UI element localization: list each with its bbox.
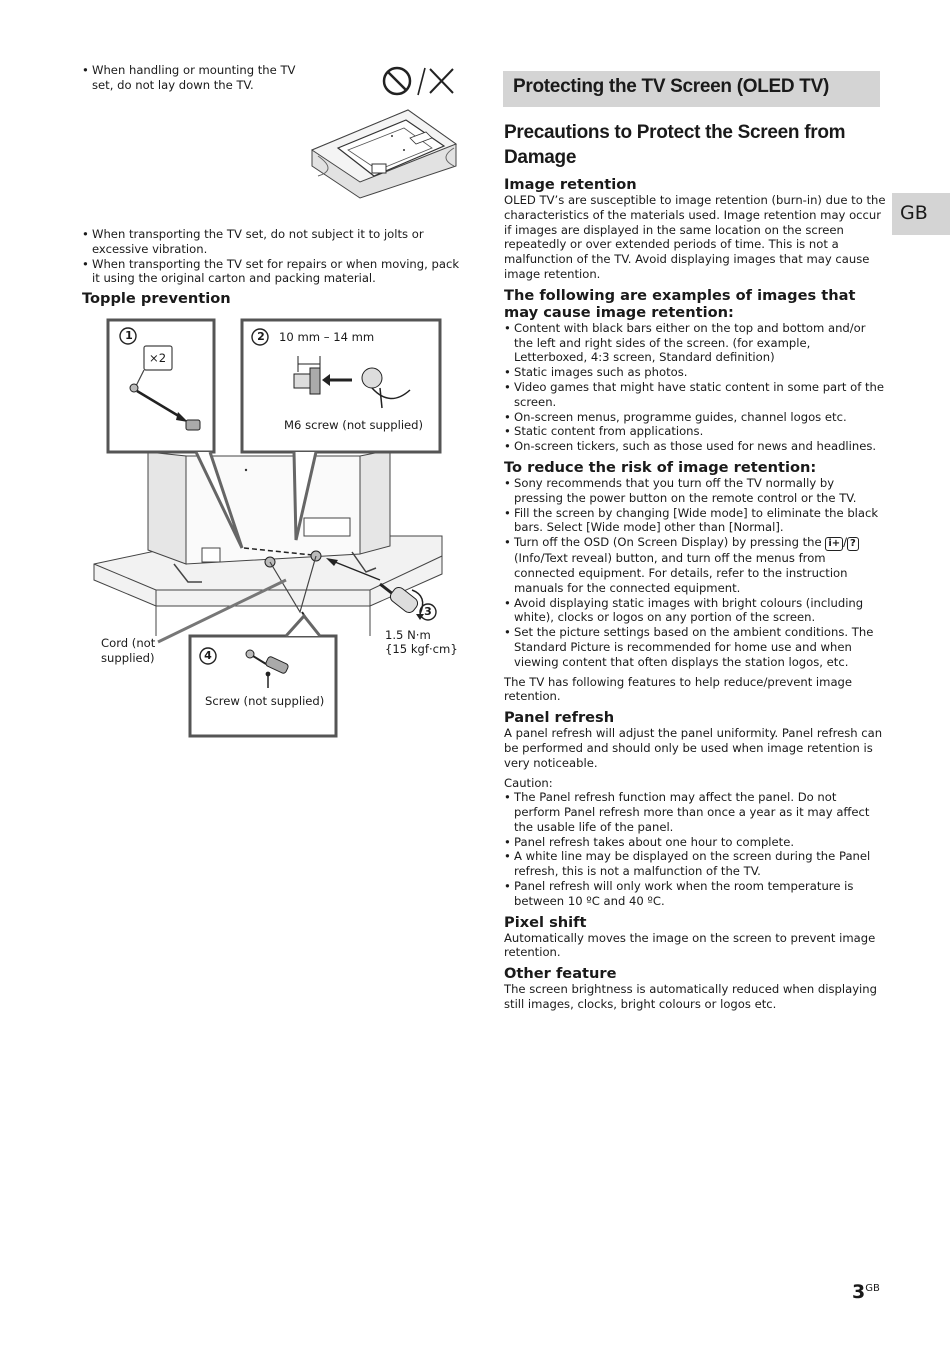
language-side-tab (892, 193, 950, 235)
list-item: • Panel refresh takes about one hour to complete. (504, 835, 886, 850)
list-item: • On-screen tickers, such as those used for news and headlines. (504, 439, 886, 454)
list-item: • On-screen menus, programme guides, channel logos etc. (504, 410, 886, 425)
list-item: • A white line may be displayed on the screen during the Panel refresh, this is not a malfunction of the TV. (504, 849, 886, 879)
other-feature-heading: Other feature (504, 965, 617, 983)
section-title-bar (503, 71, 880, 107)
page-number (852, 1281, 880, 1303)
screw-not-supplied-label: Screw (not supplied) (205, 694, 325, 708)
info-button-icon: i+ (825, 537, 843, 551)
pixel-shift-text: Automatically moves the image on the screen to prevent image retention. (504, 930, 876, 960)
topple-prevention-diagram (90, 316, 460, 742)
screw-length-label: 10 mm – 14 mm (279, 330, 375, 344)
features-text: The TV has following features to help reduce/prevent image retention. (504, 674, 853, 704)
list-item: • Fill the screen by changing [Wide mode] to eliminate the black bars. Select [Wide mode] other than [Normal]. (504, 506, 886, 536)
torque-alt-label: {15 kgf·cm} (385, 642, 458, 656)
panel-refresh-heading: Panel refresh (504, 709, 615, 727)
pixel-shift-heading: Pixel shift (504, 913, 587, 931)
transport-bullet: • When transporting the TV set for repairs or when moving, pack it using the original carton and packing material. (82, 257, 462, 287)
page-number-value: 3 (852, 1281, 866, 1303)
prohibited-icon (380, 64, 460, 100)
osd-slash: / (843, 535, 848, 550)
step-1-number: 1 (125, 329, 133, 342)
precautions-heading-line2: Damage (504, 147, 577, 168)
cord-label-line2: supplied) (101, 651, 155, 665)
reduce-risk-heading: To reduce the risk of image retention: (504, 458, 817, 476)
section-title: Protecting the TV Screen (OLED TV) (513, 76, 830, 97)
step-3-number: 3 (424, 605, 432, 618)
text-reveal-button-icon: ? (847, 537, 859, 551)
list-item: • Video games that might have static content in some part of the screen. (504, 380, 886, 410)
examples-list (504, 321, 886, 454)
list-item: • Panel refresh will only work when the room temperature is between 10 ºC and 40 ºC. (504, 879, 886, 909)
m6-screw-label: M6 screw (not supplied) (284, 418, 424, 432)
osd-text-part2: (Info/Text reveal) button, and turn off the menus from connected equipment. For details, refer to the instruction manuals for the connected equipment. (514, 551, 848, 595)
language-tab-label: GB (900, 202, 928, 224)
list-item: • Static content from applications. (504, 424, 886, 439)
caution-label: Caution: (504, 775, 553, 790)
page-number-suffix: GB (865, 1283, 880, 1294)
handling-bullets (82, 63, 307, 93)
caution-list (504, 790, 886, 908)
tv-lying-down-illustration (308, 104, 460, 200)
precautions-heading (504, 120, 884, 170)
image-retention-heading: Image retention (504, 176, 637, 193)
examples-heading: The following are examples of images that may cause image retention: (504, 286, 856, 321)
list-item: • Sony recommends that you turn off the TV normally by pressing the power button on the remote control or the TV. (504, 476, 886, 506)
osd-text-part1: Turn off the OSD (On Screen Display) by pressing the (514, 535, 822, 550)
list-item: • Content with black bars either on the top and bottom and/or the left and right sides of the screen. (for example, Letterboxed, 4:3 screen, Standard definition) (504, 321, 886, 365)
cord-label-line1: Cord (not (101, 636, 156, 650)
step-4-number: 4 (204, 649, 212, 662)
right-column-body (504, 176, 886, 1012)
list-item: • The Panel refresh function may affect the panel. Do not perform Panel refresh more than once a year as it may affect the usable life of the panel. (504, 790, 886, 834)
panel-refresh-text: A panel refresh will adjust the panel uniformity. Panel refresh can be performed and should only be used when image retention is very noticeable. (504, 726, 883, 770)
list-item: • Avoid displaying static images with bright colours (including white), clocks or logos on any portion of the screen. (504, 596, 886, 626)
reduce-risk-list (504, 476, 886, 670)
other-feature-text: The screen brightness is automatically reduced when displaying still images, clocks, bright colours or logos etc. (504, 982, 877, 1012)
transport-bullet: • When transporting the TV set, do not subject it to jolts or excessive vibration. (82, 227, 462, 257)
quantity-label: ×2 (149, 351, 167, 365)
image-retention-text: OLED TV’s are susceptible to image retention (burn-in) due to the characteristics of the materials used. Image retention may occur if images are displayed in the same location on the screen repeatedly or over extended periods of time. This is not a malfunction of the TV. Avoid displaying images that may cause image retention. (504, 193, 886, 281)
step-2-number: 2 (257, 330, 265, 343)
topple-prevention-heading: Topple prevention (82, 290, 231, 307)
transport-bullets (82, 227, 462, 286)
torque-label: 1.5 N·m (385, 628, 431, 642)
list-item-osd (504, 535, 886, 595)
precautions-heading-line1: Precautions to Protect the Screen from (504, 122, 846, 143)
handling-bullet: • When handling or mounting the TV set, do not lay down the TV. (82, 63, 307, 93)
list-item: • Set the picture settings based on the ambient conditions. The Standard Picture is recommended for home use and when viewing content that often displays the station logos, etc. (504, 625, 886, 669)
list-item: • Static images such as photos. (504, 365, 886, 380)
